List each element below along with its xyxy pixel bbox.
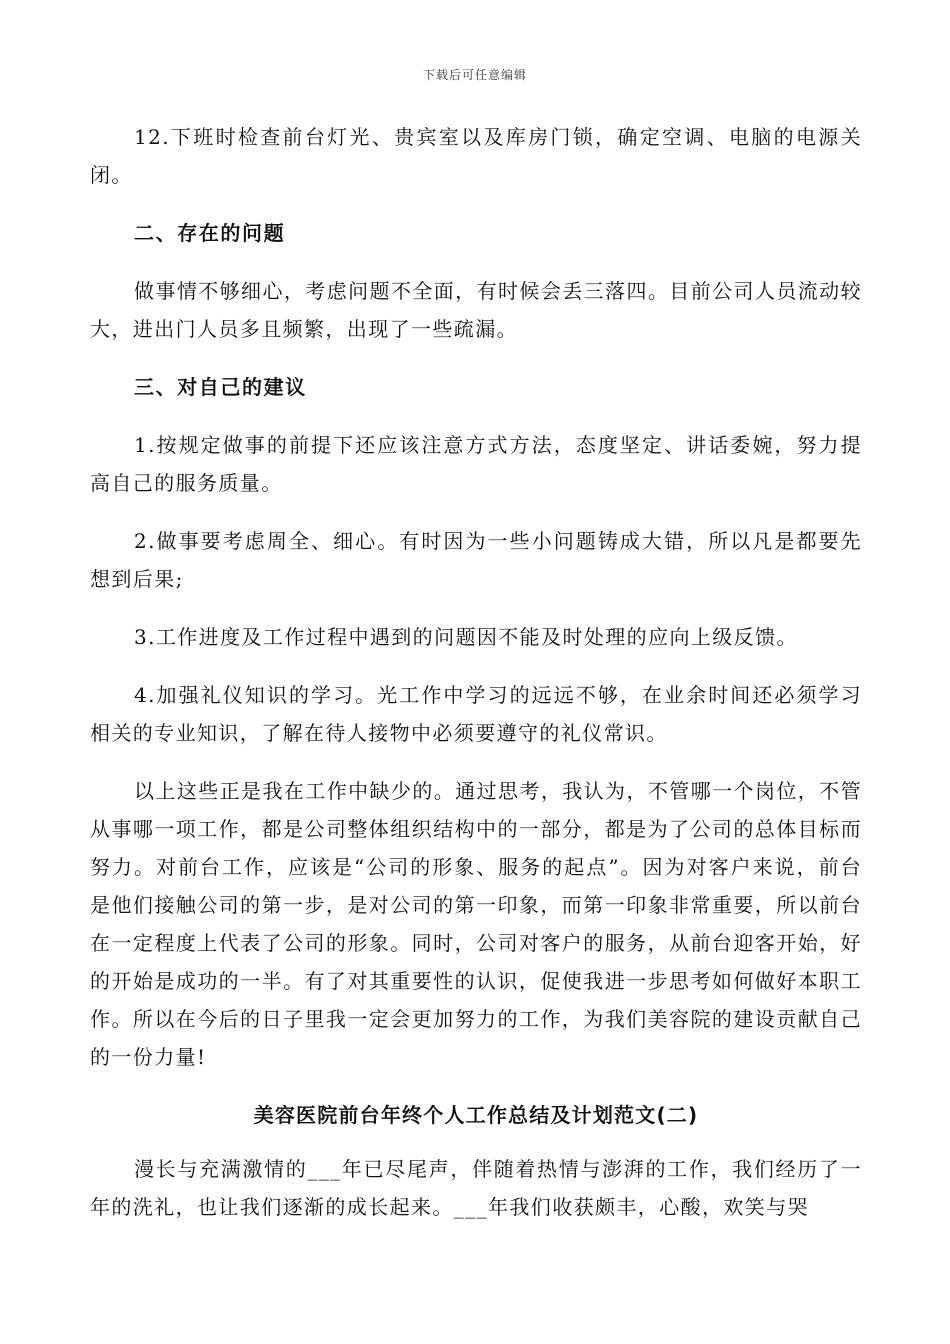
item-12-paragraph: 12.下班时检查前台灯光、贵宾室以及库房门锁，确定空调、电脑的电源关闭。 bbox=[90, 125, 862, 187]
page-header-note: 下载后可任意编辑 bbox=[422, 68, 527, 82]
document-body bbox=[90, 118, 862, 1246]
section-2-heading: 二、存在的问题 bbox=[134, 221, 286, 245]
suggestion-2-paragraph: 2.做事要考虑周全、细心。有时因为一些小问题铸成大错，所以凡是都要先想到后果; bbox=[90, 529, 862, 591]
suggestion-3-paragraph: 3.工作进度及工作过程中遇到的问题因不能及时处理的应向上级反馈。 bbox=[134, 625, 798, 649]
article-2-intro-paragraph: 漫长与充满激情的___年已尽尾声，伴随着热情与澎湃的工作，我们经历了一年的洗礼，也让我们逐渐的成长起来。___年我们收获颇丰，心酸，欢笑与哭 bbox=[90, 1157, 862, 1219]
section-3-heading: 三、对自己的建议 bbox=[134, 375, 307, 399]
article-2-title: 美容医院前台年终个人工作总结及计划范文(二) bbox=[253, 1103, 699, 1127]
suggestion-1-paragraph: 1.按规定做事的前提下还应该注意方式方法，态度坚定、讲话委婉，努力提高自己的服务质量。 bbox=[90, 433, 862, 495]
section-2-paragraph: 做事情不够细心，考虑问题不全面，有时候会丢三落四。目前公司人员流动较大，进出门人员多且频繁，出现了一些疏漏。 bbox=[90, 279, 862, 341]
conclusion-paragraph: 以上这些正是我在工作中缺少的。通过思考，我认为，不管哪一个岗位，不管从事哪一项工作，都是公司整体组织结构中的一部分，都是为了公司的总体目标而努力。对前台工作，应该是“公司的形象、服务的起点”。因为对客户来说，前台是他们接触公司的第一步，是对公司的第一印象，而第一印象非常重要，所以前台在一定程度上代表了公司的形象。同时，公司对客户的服务，从前台迎客开始，好的开始是成功的一半。有了对其重要性的认识，促使我进一步思考如何做好本职工作。所以在今后的日子里我一定会更加努力的工作，为我们美容院的建设贡献自己的一份力量! bbox=[90, 779, 862, 1069]
suggestion-4-paragraph: 4.加强礼仪知识的学习。光工作中学习的远远不够，在业余时间还必须学习相关的专业知识，了解在待人接物中必须要遵守的礼仪常识。 bbox=[90, 683, 862, 745]
